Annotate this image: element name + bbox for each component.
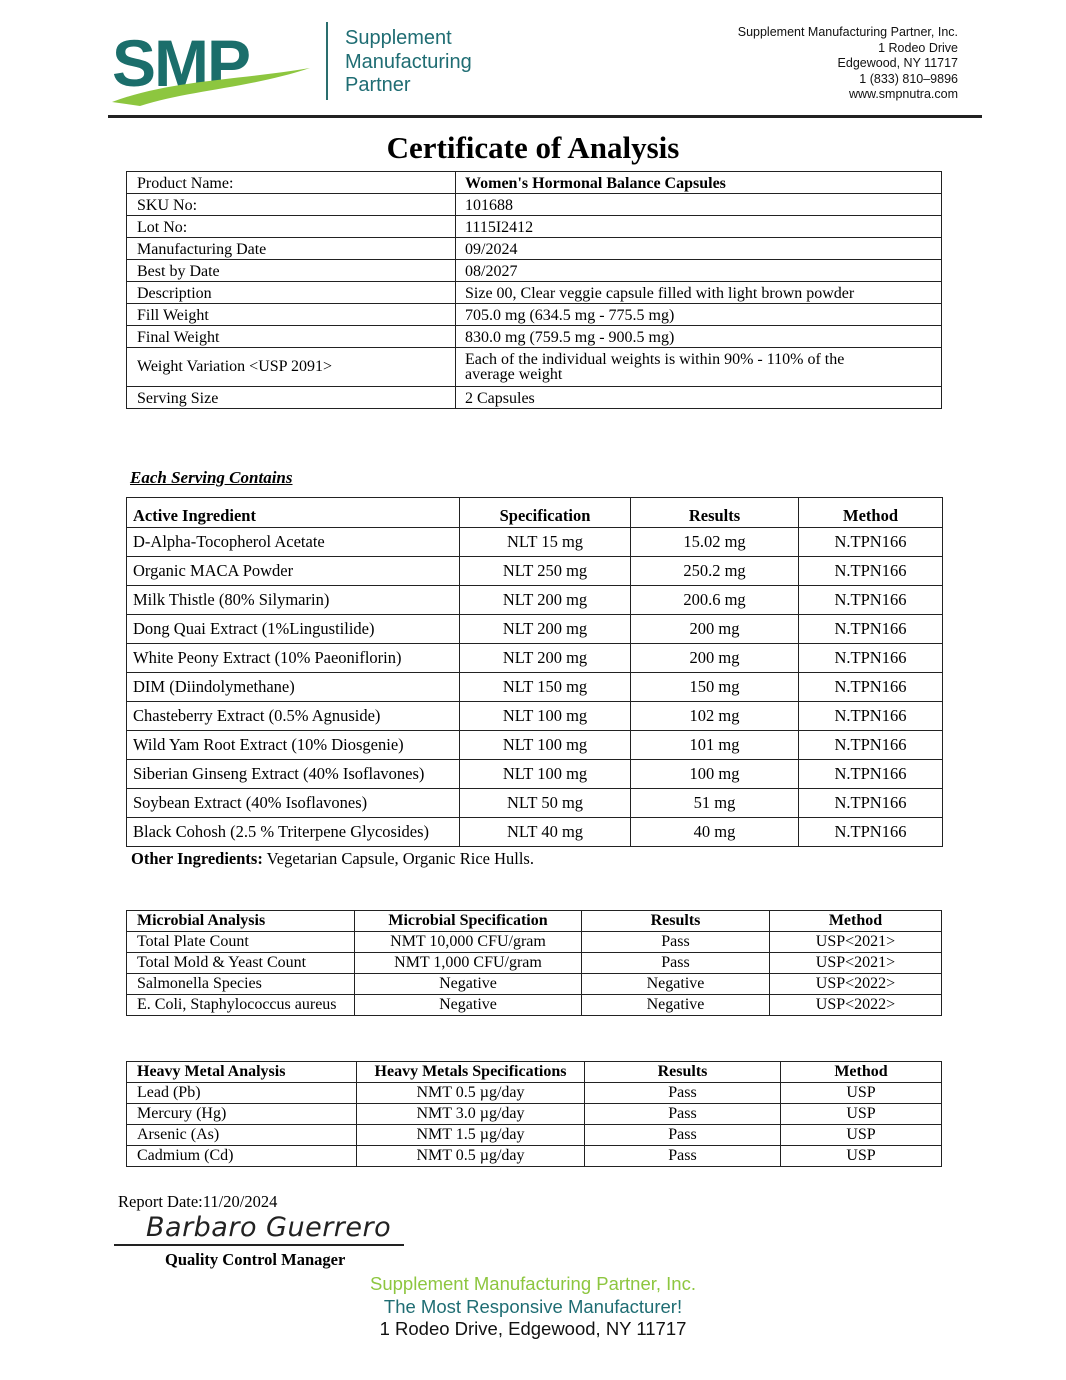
product-label: Weight Variation <USP 2091> xyxy=(127,348,456,387)
metals-header-row xyxy=(127,1062,942,1083)
column-header: Results xyxy=(631,498,799,528)
product-label: Product Name: xyxy=(127,172,456,194)
company-address-1: 1 Rodeo Drive xyxy=(878,40,958,55)
table-cell: USP<2022> xyxy=(770,995,942,1016)
other-ingredients xyxy=(131,849,534,869)
table-cell: Arsenic (As) xyxy=(127,1125,357,1146)
table-cell: NLT 250 mg xyxy=(460,557,631,586)
ingredient-row xyxy=(127,731,943,760)
table-cell: Chasteberry Extract (0.5% Agnuside) xyxy=(127,702,460,731)
table-cell: NLT 15 mg xyxy=(460,528,631,557)
product-row xyxy=(127,238,942,260)
ingredient-row xyxy=(127,528,943,557)
table-cell: D-Alpha-Tocopherol Acetate xyxy=(127,528,460,557)
ingredient-row xyxy=(127,644,943,673)
ingredient-row xyxy=(127,818,943,847)
footer-address: 1 Rodeo Drive, Edgewood, NY 11717 xyxy=(379,1318,687,1339)
table-cell: USP xyxy=(781,1104,942,1125)
column-header: Active Ingredient xyxy=(127,498,460,528)
column-header: Method xyxy=(799,498,943,528)
table-cell: N.TPN166 xyxy=(799,644,943,673)
product-value: Women's Hormonal Balance Capsules xyxy=(456,172,942,194)
tagline-line-2: Manufacturing xyxy=(345,50,472,73)
company-website: www.smpnutra.com xyxy=(848,87,958,101)
table-cell: 200.6 mg xyxy=(631,586,799,615)
table-cell: Pass xyxy=(582,953,770,974)
other-ingredients-label: Other Ingredients: xyxy=(131,849,263,868)
table-cell: 51 mg xyxy=(631,789,799,818)
table-cell: Soybean Extract (40% Isoflavones) xyxy=(127,789,460,818)
company-address-2: Edgewood, NY 11717 xyxy=(837,56,958,70)
smp-logo xyxy=(110,28,315,108)
product-row xyxy=(127,304,942,326)
column-header: Results xyxy=(582,911,770,932)
table-cell: USP<2022> xyxy=(770,974,942,995)
table-cell: Total Plate Count xyxy=(127,932,355,953)
header-rule xyxy=(108,115,982,118)
table-cell: N.TPN166 xyxy=(799,818,943,847)
table-cell: N.TPN166 xyxy=(799,673,943,702)
table-cell: White Peony Extract (10% Paeoniflorin) xyxy=(127,644,460,673)
product-label: Manufacturing Date xyxy=(127,238,456,260)
ingredients-table xyxy=(126,497,943,847)
table-cell: NMT 3.0 µg/day xyxy=(357,1104,585,1125)
signature: Barbaro Guerrero xyxy=(146,1212,392,1243)
table-cell: NLT 200 mg xyxy=(460,586,631,615)
table-cell: NLT 200 mg xyxy=(460,615,631,644)
table-cell: N.TPN166 xyxy=(799,557,943,586)
tagline-line-1: Supplement xyxy=(345,27,452,49)
table-cell: NLT 150 mg xyxy=(460,673,631,702)
table-cell: 101 mg xyxy=(631,731,799,760)
footer-slogan: The Most Responsive Manufacturer! xyxy=(383,1296,683,1317)
microbial-row xyxy=(127,932,942,953)
product-value-line-1: Each of the individual weights is within 90% - 110% of the xyxy=(465,350,845,368)
company-contact xyxy=(738,25,958,103)
metal-row xyxy=(127,1146,942,1167)
metal-row xyxy=(127,1125,942,1146)
table-cell: N.TPN166 xyxy=(799,528,943,557)
table-cell: 150 mg xyxy=(631,673,799,702)
table-cell: Pass xyxy=(585,1104,781,1125)
signer-title: Quality Control Manager xyxy=(165,1250,346,1269)
table-cell: NLT 50 mg xyxy=(460,789,631,818)
product-label: Lot No: xyxy=(127,216,456,238)
table-cell: N.TPN166 xyxy=(799,702,943,731)
ingredients-header-row xyxy=(127,498,943,528)
table-cell: NMT 0.5 µg/day xyxy=(357,1083,585,1104)
table-cell: 100 mg xyxy=(631,760,799,789)
microbial-row xyxy=(127,974,942,995)
document-title: Certificate of Analysis xyxy=(386,130,680,165)
product-row xyxy=(127,260,942,282)
microbial-row xyxy=(127,953,942,974)
tagline-line-3: Partner xyxy=(345,74,411,96)
table-cell: Negative xyxy=(582,974,770,995)
table-cell: Negative xyxy=(355,974,582,995)
table-cell: Pass xyxy=(585,1083,781,1104)
table-cell: NLT 40 mg xyxy=(460,818,631,847)
product-value: 1115I2412 xyxy=(456,216,942,238)
table-cell: DIM (Diindolymethane) xyxy=(127,673,460,702)
table-cell: NLT 100 mg xyxy=(460,702,631,731)
footer-company: Supplement Manufacturing Partner, Inc. xyxy=(370,1273,696,1294)
table-cell: Salmonella Species xyxy=(127,974,355,995)
table-cell: 40 mg xyxy=(631,818,799,847)
column-header: Specification xyxy=(460,498,631,528)
ingredient-row xyxy=(127,760,943,789)
product-label: SKU No: xyxy=(127,194,456,216)
microbial-table xyxy=(126,910,942,1016)
product-value: 08/2027 xyxy=(456,260,942,282)
column-header: Microbial Analysis xyxy=(127,911,355,932)
table-cell: Organic MACA Powder xyxy=(127,557,460,586)
product-value: 830.0 mg (759.5 mg - 900.5 mg) xyxy=(456,326,942,348)
column-header: Results xyxy=(585,1062,781,1083)
column-header: Microbial Specification xyxy=(355,911,582,932)
table-cell: Cadmium (Cd) xyxy=(127,1146,357,1167)
product-row xyxy=(127,172,942,194)
table-cell: Black Cohosh (2.5 % Triterpene Glycosides) xyxy=(127,818,460,847)
table-cell: N.TPN166 xyxy=(799,789,943,818)
product-row xyxy=(127,282,942,304)
product-label: Description xyxy=(127,282,456,304)
table-cell: Total Mold & Yeast Count xyxy=(127,953,355,974)
product-row xyxy=(127,216,942,238)
company-phone: 1 (833) 810–9896 xyxy=(859,71,958,86)
table-cell: 15.02 mg xyxy=(631,528,799,557)
table-cell: USP xyxy=(781,1083,942,1104)
table-cell: USP xyxy=(781,1125,942,1146)
table-cell: NMT 10,000 CFU/gram xyxy=(355,932,582,953)
product-row xyxy=(127,326,942,348)
logo-text: SMP xyxy=(112,28,250,100)
product-value: 2 Capsules xyxy=(456,387,942,409)
report-date: Report Date:11/20/2024 xyxy=(118,1192,278,1211)
table-cell: 250.2 mg xyxy=(631,557,799,586)
table-cell: Mercury (Hg) xyxy=(127,1104,357,1125)
serving-section-title: Each Serving Contains xyxy=(130,468,293,487)
product-value: Size 00, Clear veggie capsule filled with light brown powder xyxy=(456,282,942,304)
table-cell: N.TPN166 xyxy=(799,586,943,615)
table-cell: Negative xyxy=(582,995,770,1016)
other-ingredients-value: Vegetarian Capsule, Organic Rice Hulls. xyxy=(262,849,534,868)
ingredient-row xyxy=(127,673,943,702)
ingredient-row xyxy=(127,557,943,586)
ingredient-row xyxy=(127,702,943,731)
product-value: 09/2024 xyxy=(456,238,942,260)
heavy-metals-table xyxy=(126,1061,942,1167)
product-label: Final Weight xyxy=(127,326,456,348)
table-cell: 200 mg xyxy=(631,644,799,673)
column-header: Heavy Metal Analysis xyxy=(127,1062,357,1083)
product-value: 101688 xyxy=(456,194,942,216)
table-cell: USP<2021> xyxy=(770,932,942,953)
table-cell: Milk Thistle (80% Silymarin) xyxy=(127,586,460,615)
table-cell: Pass xyxy=(582,932,770,953)
product-row xyxy=(127,387,942,409)
product-value xyxy=(456,348,942,387)
product-label: Fill Weight xyxy=(127,304,456,326)
table-cell: USP xyxy=(781,1146,942,1167)
table-cell: Wild Yam Root Extract (10% Diosgenie) xyxy=(127,731,460,760)
table-cell: Siberian Ginseng Extract (40% Isoflavones) xyxy=(127,760,460,789)
product-info-table xyxy=(126,171,942,409)
ingredient-row xyxy=(127,615,943,644)
product-label: Serving Size xyxy=(127,387,456,409)
signature-line xyxy=(114,1244,404,1246)
table-cell: NLT 100 mg xyxy=(460,731,631,760)
table-cell: 200 mg xyxy=(631,615,799,644)
table-cell: Dong Quai Extract (1%Lingustilide) xyxy=(127,615,460,644)
microbial-header-row xyxy=(127,911,942,932)
table-cell: NMT 1,000 CFU/gram xyxy=(355,953,582,974)
table-cell: USP<2021> xyxy=(770,953,942,974)
product-value: 705.0 mg (634.5 mg - 775.5 mg) xyxy=(456,304,942,326)
table-cell: 102 mg xyxy=(631,702,799,731)
table-cell: NLT 100 mg xyxy=(460,760,631,789)
table-cell: Pass xyxy=(585,1146,781,1167)
column-header: Method xyxy=(770,911,942,932)
column-header: Heavy Metals Specifications xyxy=(357,1062,585,1083)
microbial-row xyxy=(127,995,942,1016)
ingredient-row xyxy=(127,586,943,615)
metal-row xyxy=(127,1083,942,1104)
table-cell: N.TPN166 xyxy=(799,760,943,789)
table-cell: NLT 200 mg xyxy=(460,644,631,673)
table-cell: Pass xyxy=(585,1125,781,1146)
product-value-line-2: average weight xyxy=(465,366,563,383)
table-cell: N.TPN166 xyxy=(799,731,943,760)
ingredient-row xyxy=(127,789,943,818)
table-cell: Lead (Pb) xyxy=(127,1083,357,1104)
column-header: Method xyxy=(781,1062,942,1083)
metal-row xyxy=(127,1104,942,1125)
table-cell: NMT 0.5 µg/day xyxy=(357,1146,585,1167)
logo-divider xyxy=(326,22,328,100)
table-cell: E. Coli, Staphylococcus aureus xyxy=(127,995,355,1016)
product-label: Best by Date xyxy=(127,260,456,282)
product-row xyxy=(127,348,942,387)
table-cell: Negative xyxy=(355,995,582,1016)
company-name: Supplement Manufacturing Partner, Inc. xyxy=(737,25,958,39)
table-cell: N.TPN166 xyxy=(799,615,943,644)
table-cell: NMT 1.5 µg/day xyxy=(357,1125,585,1146)
product-row xyxy=(127,194,942,216)
logo-tagline xyxy=(345,27,472,98)
